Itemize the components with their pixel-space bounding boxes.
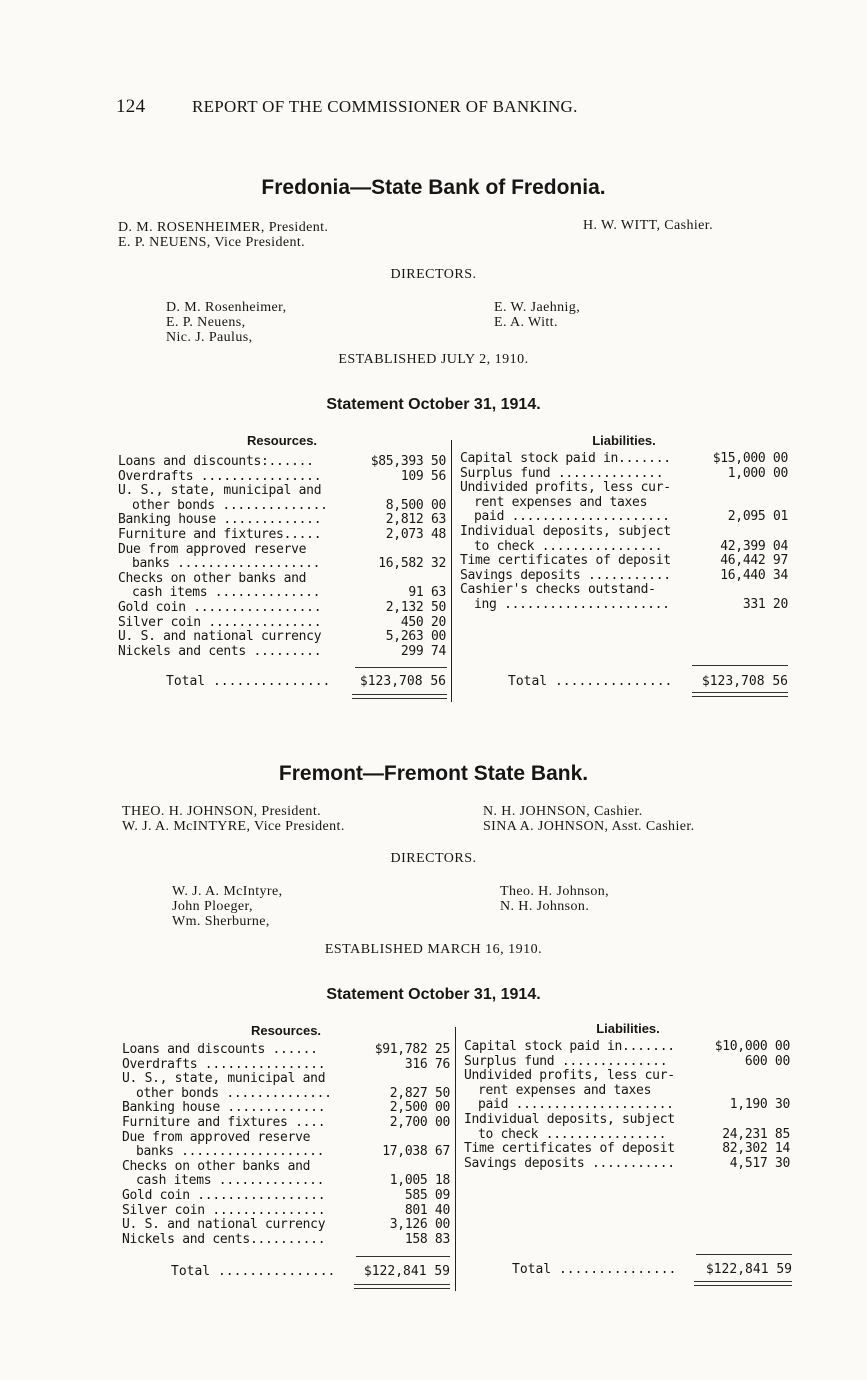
double-rule <box>352 698 447 699</box>
line-item-amount: 17,038 67 <box>382 1144 450 1160</box>
officer-vice-president: W. J. A. McINTYRE, Vice President. <box>122 819 345 834</box>
officer-asst-cashier: SINA A. JOHNSON, Asst. Cashier. <box>483 819 695 834</box>
line-item-amount: 1,000 00 <box>727 465 788 481</box>
resources-list <box>122 1043 450 1247</box>
line-item-amount: 450 20 <box>400 614 446 630</box>
resources-heading: Resources. <box>250 1023 322 1038</box>
total-rule <box>692 665 788 666</box>
page-number: 124 <box>116 96 146 117</box>
resource-row <box>122 1116 450 1131</box>
officer-cashier: H. W. WITT, Cashier. <box>583 218 713 233</box>
bank-title: Fredonia—State Bank of Fredonia. <box>261 176 606 199</box>
line-item-label: paid ..................... <box>474 509 670 525</box>
directors-heading: DIRECTORS. <box>390 851 477 866</box>
statement-heading: Statement October 31, 1914. <box>326 986 541 1003</box>
line-item-label: rent expenses and taxes <box>474 494 648 510</box>
line-item-label: Gold coin ................. <box>118 599 322 615</box>
line-item-label: to check ................ <box>474 538 663 554</box>
line-item-label: cash items .............. <box>132 585 321 601</box>
director: E. P. Neuens, <box>166 315 246 330</box>
line-item-amount: 8,500 00 <box>385 497 446 513</box>
line-item-amount: 2,827 50 <box>389 1085 450 1101</box>
line-item-label: U. S. and national currency <box>118 629 322 645</box>
director: Wm. Sherburne, <box>172 914 270 929</box>
resource-row <box>122 1101 450 1116</box>
line-item-label: banks ................... <box>132 556 321 572</box>
bank-title: Fremont—Fremont State Bank. <box>278 762 589 785</box>
liability-row <box>460 467 788 482</box>
line-item-label: other bonds .............. <box>132 497 328 513</box>
line-item-label: Loans and discounts:...... <box>118 454 314 469</box>
line-item-label: Time certificates of deposit <box>460 553 671 569</box>
resources-total-label: Total ............... <box>171 1264 336 1279</box>
line-item-label: Capital stock paid in....... <box>460 451 671 466</box>
resource-row <box>122 1189 450 1204</box>
line-item-amount: 600 00 <box>744 1053 790 1069</box>
double-rule <box>694 1281 792 1282</box>
line-item-label: Banking house ............. <box>122 1100 326 1116</box>
line-item-amount: 2,812 63 <box>385 512 446 528</box>
line-item-label: Savings deposits ........... <box>460 567 671 583</box>
line-item-amount: 2,700 00 <box>389 1114 450 1130</box>
line-item-label: to check ................ <box>478 1126 667 1142</box>
line-item-amount: 1,190 30 <box>729 1097 790 1113</box>
resource-row <box>122 1072 450 1087</box>
resource-row <box>118 499 446 514</box>
liability-row <box>464 1142 790 1157</box>
line-item-amount: 2,500 00 <box>389 1100 450 1116</box>
resource-row <box>122 1043 450 1058</box>
line-item-label: Individual deposits, subject <box>464 1111 675 1127</box>
line-item-amount: 3,126 00 <box>389 1217 450 1233</box>
line-item-amount: $85,393 50 <box>370 454 446 469</box>
established-date: ESTABLISHED MARCH 16, 1910. <box>324 942 543 957</box>
resource-row <box>118 616 446 631</box>
line-item-label: Checks on other banks and <box>118 570 307 586</box>
line-item-label: Furniture and fixtures .... <box>122 1114 326 1130</box>
line-item-label: Undivided profits, less cur- <box>464 1068 675 1084</box>
director: John Ploeger, <box>172 899 253 914</box>
line-item-amount: 46,442 97 <box>720 553 788 569</box>
line-item-amount: 299 74 <box>400 643 446 659</box>
line-item-label: U. S., state, municipal and <box>118 483 322 499</box>
resources-total-amount: $123,708 56 <box>359 674 446 689</box>
director: D. M. Rosenheimer, <box>166 300 287 315</box>
liabilities-total-amount: $123,708 56 <box>701 674 788 689</box>
line-item-amount: 316 76 <box>404 1056 450 1072</box>
officer-president: THEO. H. JOHNSON, President. <box>122 804 322 819</box>
line-item-label: Surplus fund .............. <box>464 1053 668 1069</box>
line-item-label: rent expenses and taxes <box>478 1082 652 1098</box>
liability-row <box>460 569 788 584</box>
liabilities-list <box>460 452 788 613</box>
line-item-label: Individual deposits, subject <box>460 523 671 539</box>
director: N. H. Johnson. <box>500 899 590 914</box>
officers-left <box>122 804 345 834</box>
director: E. A. Witt. <box>494 315 558 330</box>
director: Theo. H. Johnson, <box>500 884 610 899</box>
column-divider <box>455 1027 456 1291</box>
line-item-amount: 82,302 14 <box>722 1141 790 1157</box>
resources-list <box>118 455 446 659</box>
liability-row <box>464 1069 790 1084</box>
resource-row <box>118 470 446 485</box>
liability-row <box>460 510 788 525</box>
line-item-amount: 2,073 48 <box>385 526 446 542</box>
officer-president: D. M. ROSENHEIMER, President. <box>118 220 329 235</box>
liability-row <box>460 525 788 540</box>
resources-heading: Resources. <box>246 433 318 448</box>
line-item-amount: $10,000 00 <box>714 1039 790 1054</box>
liabilities-total-amount: $122,841 59 <box>705 1262 792 1277</box>
total-rule <box>696 1254 792 1255</box>
line-item-amount: $91,782 25 <box>374 1042 450 1057</box>
established-date: ESTABLISHED JULY 2, 1910. <box>338 352 529 367</box>
double-rule <box>692 692 788 693</box>
resource-row <box>118 572 446 587</box>
line-item-amount: 109 56 <box>400 468 446 484</box>
line-item-label: Silver coin ............... <box>118 614 322 630</box>
resource-row <box>118 543 446 558</box>
liability-row <box>464 1040 790 1055</box>
column-divider <box>451 440 452 702</box>
line-item-label: Overdrafts ................ <box>122 1056 326 1072</box>
line-item-amount: 16,440 34 <box>720 567 788 583</box>
director: W. J. A. McIntyre, <box>172 884 283 899</box>
line-item-label: other bonds .............. <box>136 1085 332 1101</box>
line-item-label: Gold coin ................. <box>122 1187 326 1203</box>
liability-row <box>460 540 788 555</box>
resource-row <box>118 601 446 616</box>
resource-row <box>122 1145 450 1160</box>
line-item-label: Banking house ............. <box>118 512 322 528</box>
line-item-amount: 158 83 <box>404 1231 450 1247</box>
liability-row <box>460 598 788 613</box>
liability-row <box>460 583 788 598</box>
line-item-label: U. S., state, municipal and <box>122 1071 326 1087</box>
line-item-label: Nickels and cents.......... <box>122 1231 326 1247</box>
line-item-amount: 5,263 00 <box>385 629 446 645</box>
line-item-amount: 1,005 18 <box>389 1173 450 1189</box>
line-item-label: Time certificates of deposit <box>464 1141 675 1157</box>
statement-heading: Statement October 31, 1914. <box>326 396 541 413</box>
resource-row <box>122 1174 450 1189</box>
line-item-label: Surplus fund .............. <box>460 465 664 481</box>
resource-row <box>122 1087 450 1102</box>
liability-row <box>460 496 788 511</box>
directors-left <box>166 300 287 345</box>
line-item-amount: 91 63 <box>408 585 446 601</box>
resource-row <box>118 455 446 470</box>
line-item-label: Overdrafts ................ <box>118 468 322 484</box>
liability-row <box>464 1128 790 1143</box>
line-item-label: Loans and discounts ...... <box>122 1042 318 1057</box>
resource-row <box>122 1218 450 1233</box>
resource-row <box>118 586 446 601</box>
resource-row <box>118 528 446 543</box>
line-item-amount: 801 40 <box>404 1202 450 1218</box>
double-rule <box>354 1284 450 1285</box>
officer-cashier: N. H. JOHNSON, Cashier. <box>483 804 643 819</box>
double-rule <box>352 694 447 695</box>
line-item-label: Due from approved reserve <box>118 541 307 557</box>
liabilities-heading: Liabilities. <box>592 433 656 448</box>
line-item-label: Nickels and cents ......... <box>118 643 322 659</box>
directors-left <box>172 884 283 929</box>
officers-right <box>483 804 695 834</box>
liabilities-list <box>464 1040 790 1171</box>
resource-row <box>118 513 446 528</box>
resource-row <box>118 484 446 499</box>
line-item-label: Undivided profits, less cur- <box>460 480 671 496</box>
double-rule <box>692 696 788 697</box>
resource-row <box>118 630 446 645</box>
double-rule <box>354 1288 450 1289</box>
resource-row <box>122 1204 450 1219</box>
resource-row <box>122 1233 450 1248</box>
total-rule <box>356 1256 450 1257</box>
liability-row <box>464 1055 790 1070</box>
line-item-amount: 2,095 01 <box>727 509 788 525</box>
line-item-amount: 4,517 30 <box>729 1155 790 1171</box>
line-item-label: paid ..................... <box>478 1097 674 1113</box>
liability-row <box>464 1113 790 1128</box>
line-item-label: Savings deposits ........... <box>464 1155 675 1171</box>
resource-row <box>122 1160 450 1175</box>
line-item-amount: 42,399 04 <box>720 538 788 554</box>
director: Nic. J. Paulus, <box>166 330 253 345</box>
liability-row <box>464 1098 790 1113</box>
line-item-amount: 16,582 32 <box>378 556 446 572</box>
liabilities-total-label: Total ............... <box>512 1262 677 1277</box>
liability-row <box>460 481 788 496</box>
officers-left <box>118 220 328 250</box>
line-item-label: Capital stock paid in....... <box>464 1039 675 1054</box>
liability-row <box>460 452 788 467</box>
liabilities-heading: Liabilities. <box>596 1021 660 1036</box>
line-item-label: cash items .............. <box>136 1173 325 1189</box>
directors-right <box>494 300 580 330</box>
liability-row <box>460 554 788 569</box>
line-item-amount: 585 09 <box>404 1187 450 1203</box>
liabilities-total-label: Total ............... <box>508 674 673 689</box>
line-item-amount: 331 20 <box>742 596 788 612</box>
liability-row <box>464 1084 790 1099</box>
line-item-label: Checks on other banks and <box>122 1158 311 1174</box>
resource-row <box>122 1058 450 1073</box>
line-item-label: Silver coin ............... <box>122 1202 326 1218</box>
line-item-label: Due from approved reserve <box>122 1129 311 1145</box>
resource-row <box>118 557 446 572</box>
total-rule <box>355 667 447 668</box>
resources-total-amount: $122,841 59 <box>363 1264 450 1279</box>
directors-right <box>500 884 609 914</box>
officers-right <box>583 218 713 233</box>
directors-heading: DIRECTORS. <box>390 267 477 282</box>
line-item-label: Cashier's checks outstand- <box>460 582 656 598</box>
officer-vice-president: E. P. NEUENS, Vice President. <box>118 235 306 250</box>
page-running-title: REPORT OF THE COMMISSIONER OF BANKING. <box>191 97 578 116</box>
line-item-amount: 2,132 50 <box>385 599 446 615</box>
line-item-amount: 24,231 85 <box>722 1126 790 1142</box>
liability-row <box>464 1157 790 1172</box>
double-rule <box>694 1285 792 1286</box>
line-item-label: Furniture and fixtures..... <box>118 526 322 542</box>
director: E. W. Jaehnig, <box>494 300 581 315</box>
line-item-label: banks ................... <box>136 1144 325 1160</box>
resource-row <box>122 1131 450 1146</box>
page-header <box>116 96 578 118</box>
resource-row <box>118 645 446 660</box>
resources-total-label: Total ............... <box>166 674 331 689</box>
line-item-label: ing ...................... <box>474 596 670 612</box>
line-item-label: U. S. and national currency <box>122 1217 326 1233</box>
line-item-amount: $15,000 00 <box>712 451 788 466</box>
